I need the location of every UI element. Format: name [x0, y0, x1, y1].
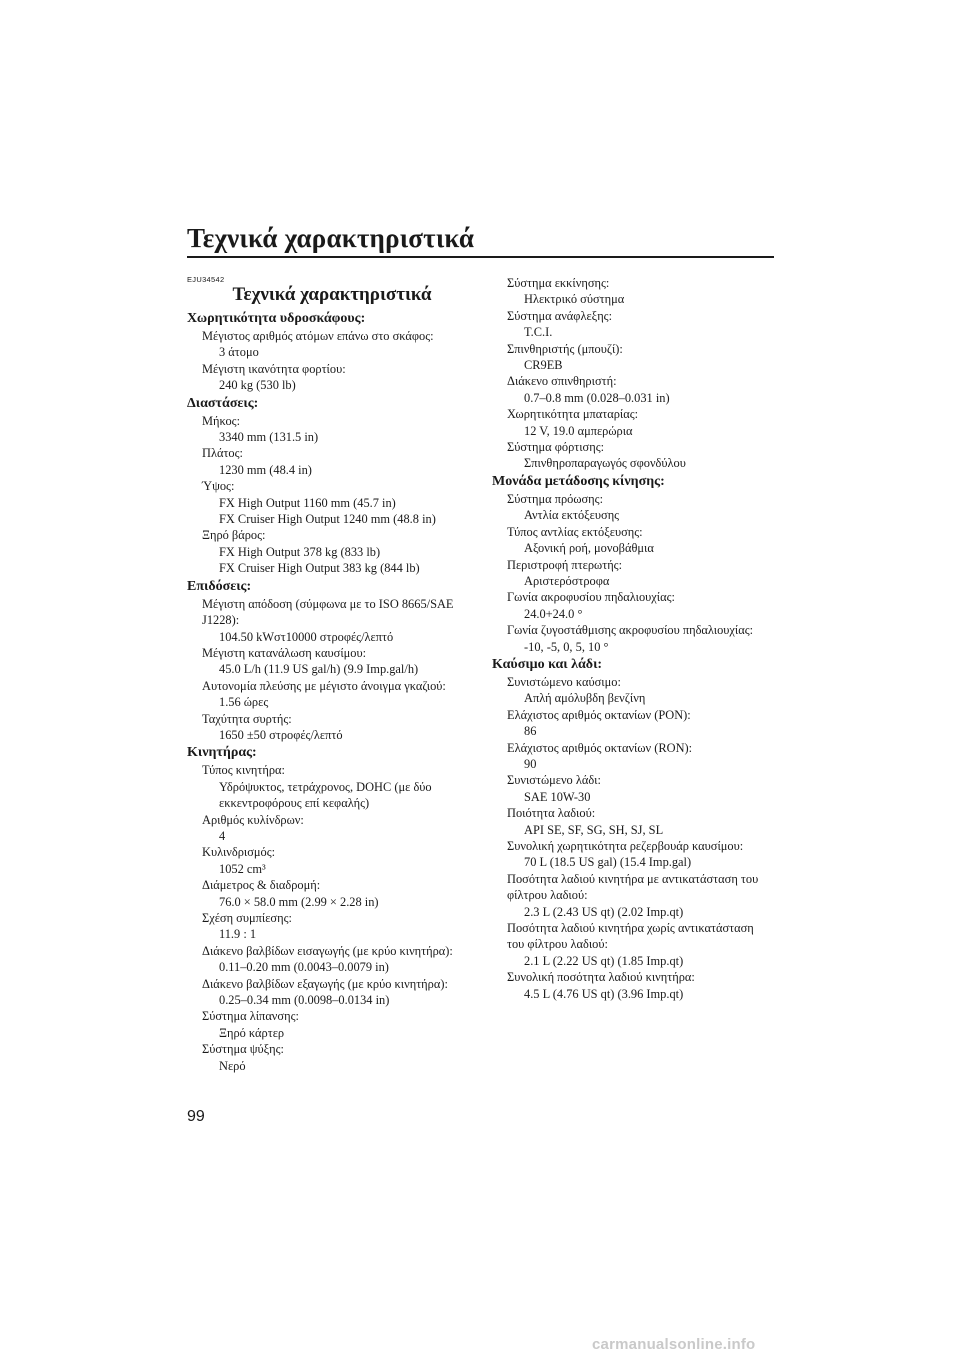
spec-list-right	[492, 275, 782, 1002]
spec-value: 76.0 × 58.0 mm (2.99 × 2.28 in)	[219, 894, 379, 909]
spec-label: Μήκος:	[202, 413, 241, 428]
spec-label: Γωνία ακροφυσίου πηδαλιουχίας:	[507, 590, 675, 605]
spec-label: Ποσότητα λαδιού κινητήρα χωρίς αντικατάσταση	[507, 921, 754, 936]
spec-value: 104.50 kWστ10000 στροφές/λεπτό	[219, 629, 394, 644]
spec-value: 2.3 L (2.43 US qt) (2.02 Imp.qt)	[524, 904, 684, 919]
spec-value: Απλή αμόλυβδη βενζίνη	[524, 691, 646, 706]
page-number: 99	[187, 1108, 205, 1125]
spec-heading: Επιδόσεις:	[187, 578, 252, 594]
spec-label: Σύστημα λίπανσης:	[202, 1009, 299, 1024]
spec-label: Ταχύτητα συρτής:	[202, 711, 292, 726]
spec-list-left	[187, 310, 477, 1074]
watermark: carmanualsonline.info	[592, 1336, 756, 1353]
spec-label: Μέγιστος αριθμός ατόμων επάνω στο σκάφος:	[202, 329, 434, 343]
spec-column-left	[187, 275, 477, 1074]
spec-value: 1650 ±50 στροφές/λεπτό	[219, 727, 343, 742]
spec-label: Τύπος αντλίας εκτόξευσης:	[507, 524, 643, 539]
spec-label: Διάμετρος & διαδρομή:	[202, 878, 321, 893]
spec-label: Τύπος κινητήρα:	[202, 763, 285, 778]
spec-value: Ξηρό κάρτερ	[219, 1025, 285, 1040]
spec-heading: Καύσιμο και λάδι:	[492, 656, 603, 672]
spec-label: Ποσότητα λαδιού κινητήρα με αντικατάσταση του	[507, 871, 759, 886]
spec-value: T.C.I.	[524, 325, 553, 340]
spec-value: Νερό	[219, 1058, 246, 1073]
spec-value: 240 kg (530 lb)	[219, 378, 296, 393]
spec-label: φίλτρου λαδιού:	[507, 888, 588, 903]
spec-value: 3 άτομο	[219, 345, 259, 360]
spec-label: Ύψος:	[202, 479, 235, 494]
spec-value: 3340 mm (131.5 in)	[219, 430, 319, 445]
spec-label: Ποιότητα λαδιού:	[507, 806, 596, 821]
spec-column-right	[492, 275, 782, 1002]
spec-label: Σχέση συμπίεσης:	[202, 911, 292, 925]
spec-value: 2.1 L (2.22 US qt) (1.85 Imp.qt)	[524, 953, 684, 968]
spec-value: 90	[524, 756, 537, 771]
spec-heading: Μονάδα μετάδοσης κίνησης:	[492, 473, 665, 489]
spec-value: 86	[524, 724, 537, 739]
page-header	[187, 222, 774, 258]
spec-heading: Χωρητικότητα υδροσκάφους:	[187, 311, 366, 326]
spec-value: 0.25–0.34 mm (0.0098–0.0134 in)	[219, 993, 390, 1008]
spec-value: FX Cruiser High Output 1240 mm (48.8 in)	[219, 512, 436, 527]
spec-value: 11.9 : 1	[219, 927, 257, 942]
spec-label: Γωνία ζυγοστάθμισης ακροφυσίου πηδαλιουχίας:	[507, 623, 754, 638]
page-title: Τεχνικά χαρακτηριστικά	[187, 223, 475, 253]
spec-value: Σπινθηροπαραγωγός σφονδύλου	[524, 456, 686, 471]
spec-value: FX High Output 378 kg (833 lb)	[219, 544, 381, 559]
spec-value: 1230 mm (48.4 in)	[219, 462, 312, 477]
spec-value: 70 L (18.5 US gal) (15.4 Imp.gal)	[524, 855, 692, 870]
spec-value: SAE 10W-30	[524, 789, 591, 804]
spec-label: Συνολική ποσότητα λαδιού κινητήρα:	[507, 970, 695, 985]
spec-value: Υδρόψυκτος, τετράχρονος, DOHC (με δύο	[219, 779, 432, 794]
spec-label: Χωρητικότητα μπαταρίας:	[507, 407, 639, 422]
spec-heading: Διαστάσεις:	[187, 395, 259, 411]
spec-value: 4	[219, 828, 226, 843]
spec-label: J1228):	[202, 613, 240, 628]
spec-label: Πλάτος:	[202, 446, 243, 461]
spec-value: FX Cruiser High Output 383 kg (844 lb)	[219, 561, 420, 576]
spec-label: Αυτονομία πλεύσης με μέγιστο άνοιγμα γκαζιού:	[202, 678, 446, 693]
section-title: Τεχνικά χαρακτηριστικά	[232, 284, 432, 305]
spec-value: 0.11–0.20 mm (0.0043–0.0079 in)	[219, 960, 389, 975]
spec-value: Αντλία εκτόξευσης	[524, 508, 620, 523]
spec-value: 1052 cm³	[219, 861, 266, 876]
spec-label: Κυλινδρισμός:	[202, 845, 276, 860]
spec-value: Ηλεκτρικό σύστημα	[524, 292, 625, 307]
spec-value: CR9EB	[524, 358, 563, 373]
spec-label: Συνολική χωρητικότητα ρεζερβουάρ καυσίμου:	[507, 839, 744, 853]
spec-value: 12 V, 19.0 αμπερώρια	[524, 423, 633, 438]
spec-label: Ελάχιστος αριθμός οκτανίων (PON):	[507, 707, 691, 722]
spec-label: Σύστημα ψύξης:	[202, 1042, 284, 1057]
spec-value: Αριστερόστροφα	[524, 573, 610, 588]
spec-label: Σύστημα ανάφλεξης:	[507, 308, 613, 323]
spec-label: Σύστημα φόρτισης:	[507, 440, 605, 455]
spec-label: Μέγιστη κατανάλωση καυσίμου:	[202, 645, 367, 660]
spec-value: FX High Output 1160 mm (45.7 in)	[219, 495, 396, 510]
spec-value: 24.0+24.0 °	[524, 606, 583, 621]
spec-label: του φίλτρου λαδιού:	[507, 937, 608, 952]
spec-label: Αριθμός κυλίνδρων:	[202, 812, 304, 827]
spec-value: Αξονική ροή, μονοβάθμια	[524, 541, 654, 556]
spec-value: -10, -5, 0, 5, 10 °	[524, 639, 609, 654]
spec-label: Συνιστώμενο καύσιμο:	[507, 674, 621, 689]
spec-label: Ξηρό βάρος:	[202, 528, 266, 543]
spec-label: Διάκενο βαλβίδων εξαγωγής (με κρύο κινητήρα):	[202, 976, 448, 991]
spec-label: Σύστημα πρόωσης:	[507, 491, 604, 506]
spec-label: Διάκενο βαλβίδων εισαγωγής (με κρύο κινητήρα):	[202, 943, 453, 958]
spec-value: API SE, SF, SG, SH, SJ, SL	[524, 822, 664, 837]
spec-label: Συνιστώμενο λάδι:	[507, 773, 601, 788]
spec-value: 0.7–0.8 mm (0.028–0.031 in)	[524, 390, 670, 405]
spec-value: εκκεντροφόρους επί κεφαλής)	[219, 796, 370, 811]
spec-heading: Κινητήρας:	[187, 745, 257, 761]
spec-value: 4.5 L (4.76 US qt) (3.96 Imp.qt)	[524, 986, 684, 1001]
spec-label: Ελάχιστος αριθμός οκτανίων (RON):	[507, 740, 693, 755]
spec-value: 45.0 L/h (11.9 US gal/h) (9.9 Imp.gal/h)	[219, 662, 419, 677]
section-ref-code: EJU34542	[187, 275, 225, 284]
spec-label: Σύστημα εκκίνησης:	[507, 276, 610, 290]
spec-value: 1.56 ώρες	[219, 695, 269, 710]
spec-label: Περιστροφή πτερωτής:	[507, 557, 623, 572]
spec-label: Σπινθηριστής (μπουζί):	[507, 341, 623, 356]
spec-label: Μέγιστη απόδοση (σύμφωνα με το ISO 8665/SAE	[202, 596, 454, 611]
spec-label: Μέγιστη ικανότητα φορτίου:	[202, 361, 346, 376]
spec-label: Διάκενο σπινθηριστή:	[507, 374, 617, 389]
